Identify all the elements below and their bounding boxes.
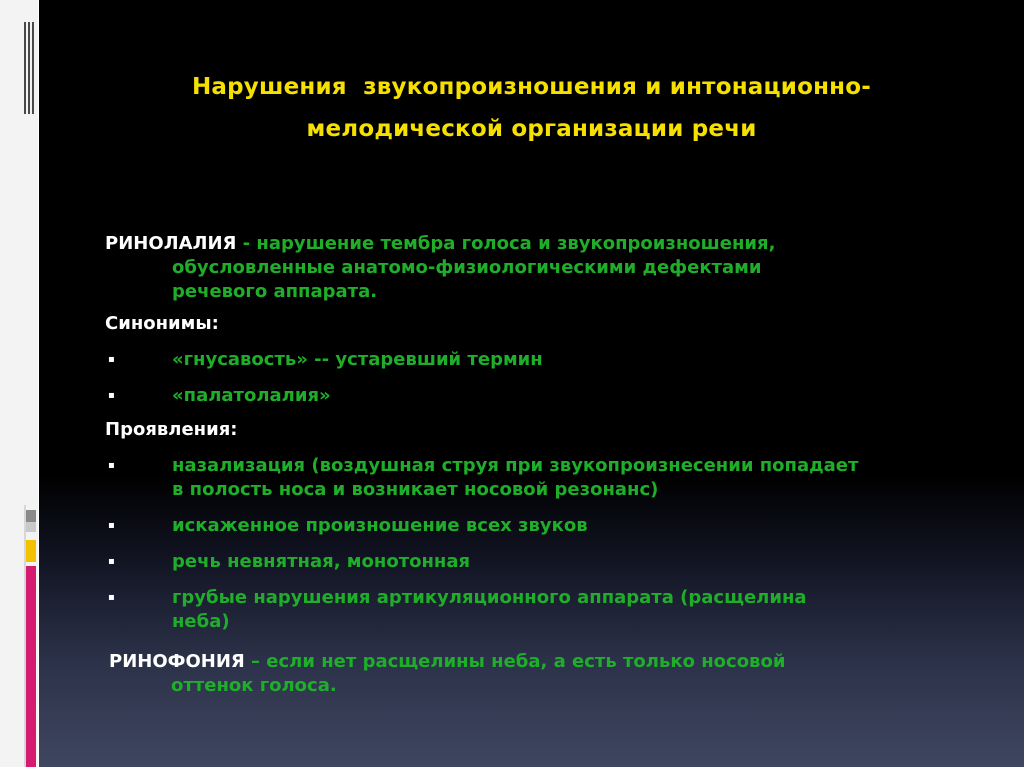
bullet-icon: ▪ <box>108 354 115 365</box>
slide-content <box>105 232 985 698</box>
manifestation-line-1: назализация (воздушная струя при звукопроизнесении попадает <box>172 455 859 476</box>
list-item <box>105 550 985 574</box>
definition-text-line-1: - нарушение тембра голоса и звукопроизношения, <box>242 233 776 254</box>
list-item <box>105 384 985 408</box>
definition-text-line-3: речевого аппарата. <box>172 281 378 302</box>
light-gray-block-decoration <box>26 522 36 532</box>
bullet-icon: ▪ <box>108 520 115 531</box>
rinofonia-text-line-1: – если нет расщелины неба, а есть только носовой <box>244 651 786 672</box>
synonym-text: «палатолалия» <box>172 385 331 406</box>
slide-title <box>39 66 1024 150</box>
slide <box>39 0 1024 767</box>
manifestation-line-1: искаженное произношение всех звуков <box>172 515 588 536</box>
bullet-icon: ▪ <box>108 460 115 471</box>
term-rinolalia: РИНОЛАЛИЯ <box>105 233 243 254</box>
bullet-icon: ▪ <box>108 390 115 401</box>
striped-decoration <box>24 22 36 114</box>
pink-bar-decoration <box>26 566 36 767</box>
title-line-2: мелодической организации речи <box>306 116 757 142</box>
manifestation-line-1: речь невнятная, монотонная <box>172 551 471 572</box>
synonyms-heading: Синонимы: <box>105 313 219 334</box>
manifestation-line-1: грубые нарушения артикуляционного аппарата (расщелина <box>172 587 807 608</box>
definition-text-line-2: обусловленные анатомо-физиологическими дефектами <box>172 257 762 278</box>
bullet-icon: ▪ <box>108 592 115 603</box>
title-line-1: Нарушения звукопроизношения и интонационно- <box>191 74 872 100</box>
definition-rinofonia <box>105 650 985 698</box>
list-item <box>105 454 985 502</box>
list-item <box>105 348 985 372</box>
list-item <box>105 586 985 634</box>
synonym-text: «гнусавость» -- устаревший термин <box>172 349 543 370</box>
manifestations-heading: Проявления: <box>105 419 238 440</box>
bullet-icon: ▪ <box>108 556 115 567</box>
left-decoration-strip <box>0 0 38 767</box>
list-item <box>105 514 985 538</box>
manifestation-line-2: неба) <box>172 611 230 632</box>
definition-rinolalia <box>105 232 985 304</box>
rinofonia-text-line-2: оттенок голоса. <box>171 675 337 696</box>
yellow-block-decoration <box>26 540 36 562</box>
gray-block-decoration <box>26 510 36 522</box>
term-rinofonia: РИНОФОНИЯ <box>109 651 245 672</box>
manifestation-line-2: в полость носа и возникает носовой резонанс) <box>172 479 659 500</box>
